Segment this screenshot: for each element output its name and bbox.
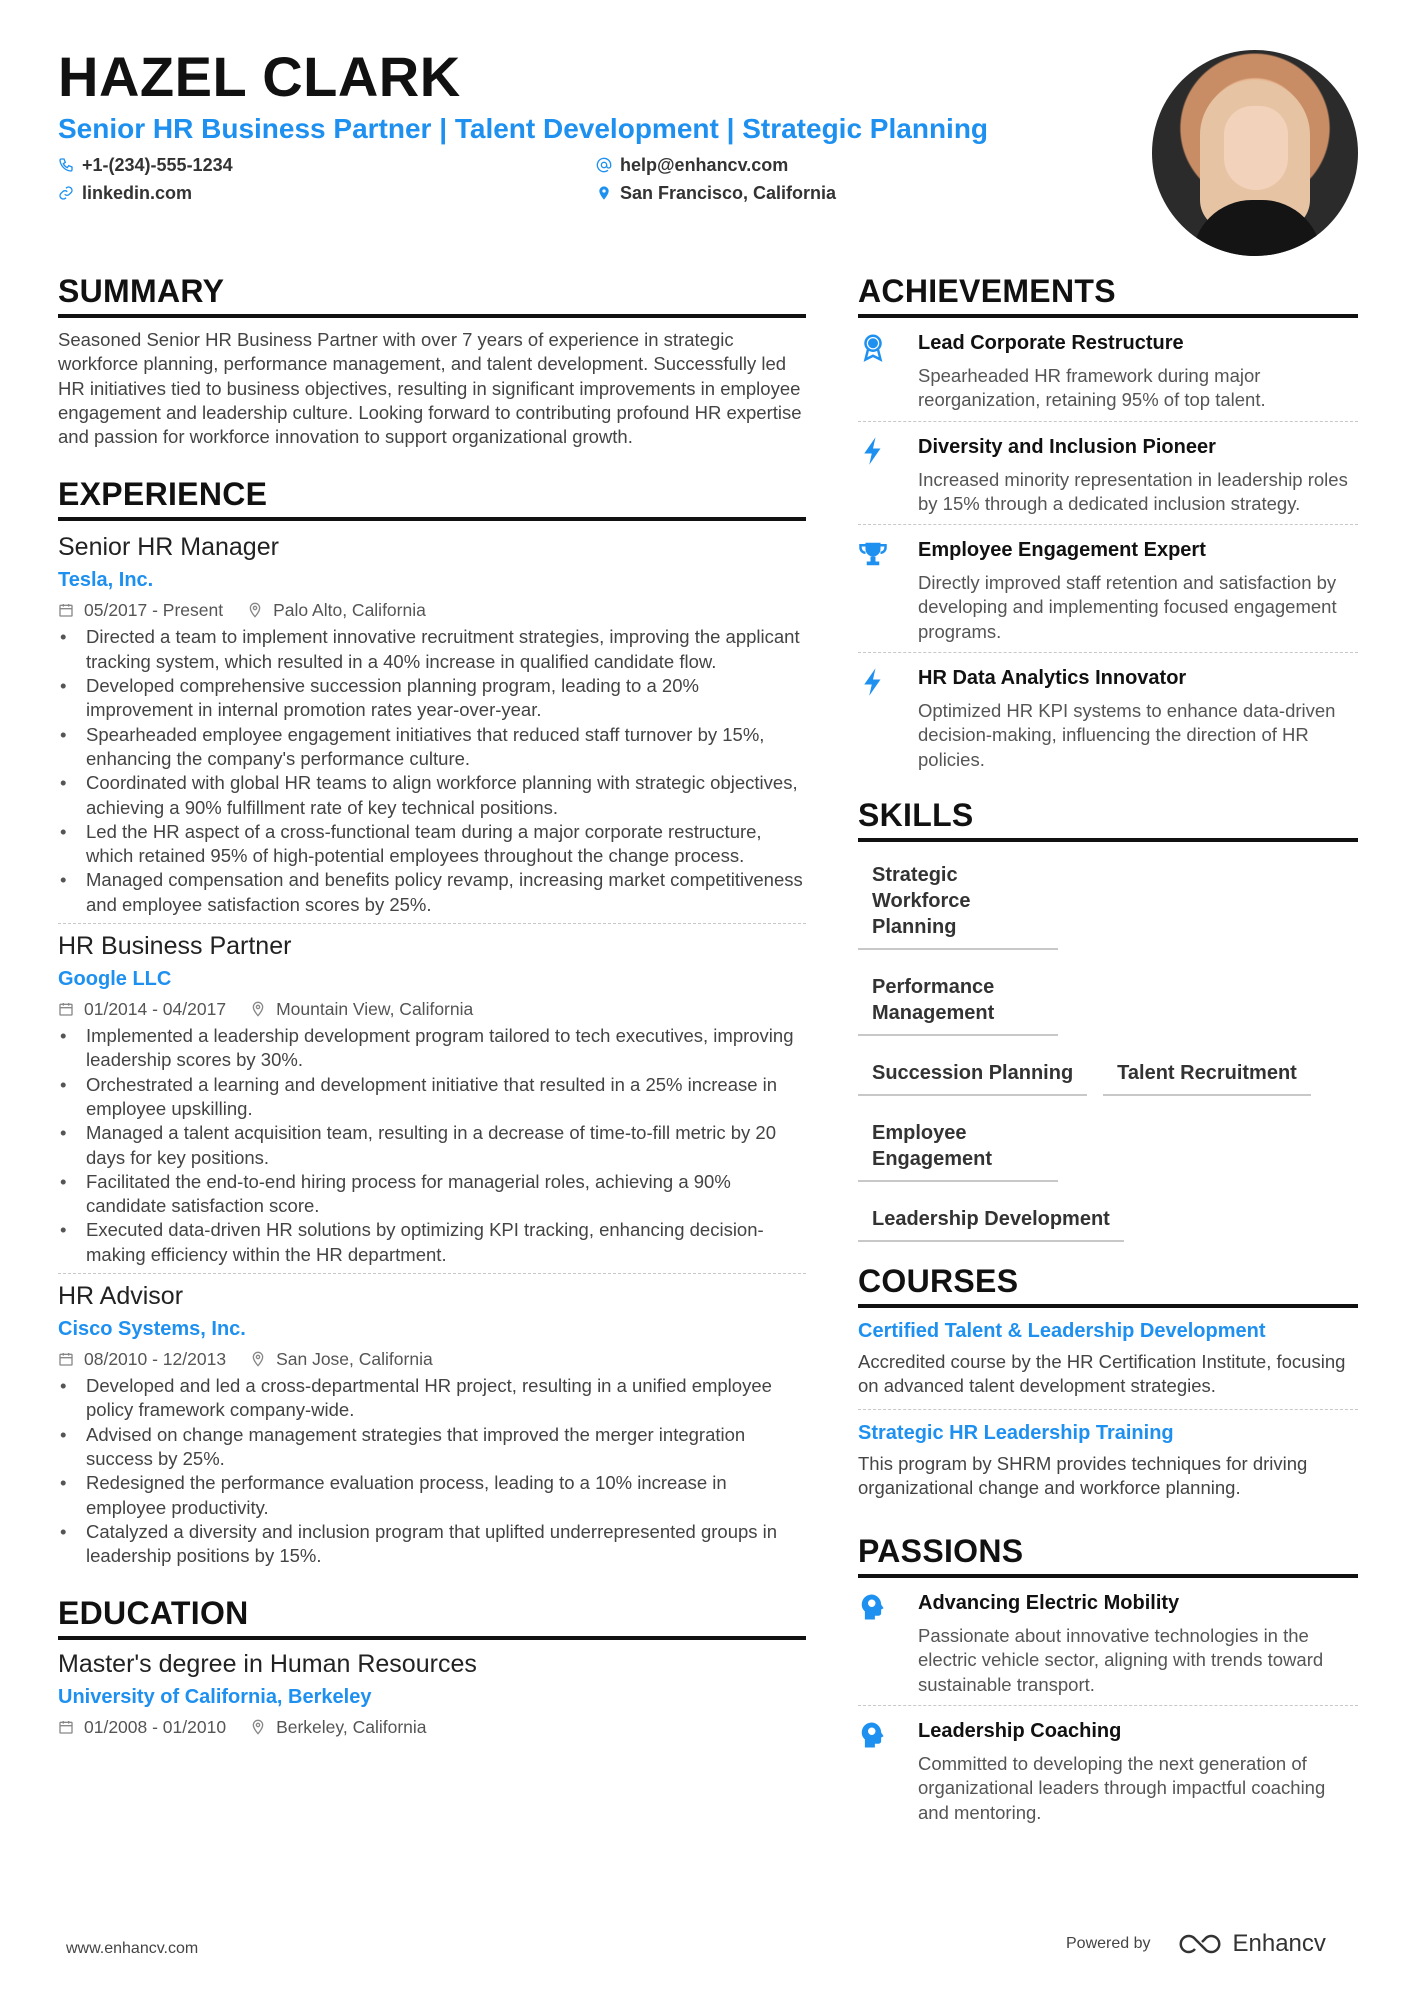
achievement-body <box>918 434 1358 517</box>
calendar-icon <box>58 1719 74 1735</box>
location-pin-icon <box>250 1351 266 1367</box>
achievement-item <box>858 422 1358 526</box>
skills-section <box>858 796 1358 1256</box>
email-text[interactable]: help@enhancv.com <box>620 154 789 175</box>
achievements-section <box>858 272 1358 780</box>
skill-tag: Performance Management <box>858 964 1058 1036</box>
phone-contact <box>58 154 596 176</box>
location-pin-icon <box>250 1719 266 1735</box>
list-item: • Developed comprehensive succession planning program, leading to a 20% improvement in internal promotion rates year-over-year. <box>58 674 806 723</box>
courses-heading: COURSES <box>858 1262 1358 1308</box>
contact-info <box>58 154 1118 204</box>
job-title: HR Business Partner <box>58 932 292 961</box>
skills-heading: SKILLS <box>858 796 1358 842</box>
footer-branding <box>1066 1930 1326 1958</box>
passion-icon-wrap <box>858 1590 918 1697</box>
skill-tag: Succession Planning <box>858 1050 1087 1096</box>
experience-section <box>58 475 806 1568</box>
passion-body <box>918 1718 1358 1825</box>
list-item: • Developed and led a cross-departmental HR project, resulting in a unified employee policy framework company-wide. <box>58 1374 806 1423</box>
course-title: Strategic HR Leadership Training <box>858 1421 1174 1444</box>
job-dates: 01/2014 - 04/2017 <box>84 998 227 1019</box>
job-title: HR Advisor <box>58 1282 184 1311</box>
achievement-desc: Spearheaded HR framework during major reorganization, retaining 95% of top talent. <box>918 365 1266 411</box>
head-bulb-icon <box>858 1592 888 1622</box>
profile-photo <box>1152 50 1358 256</box>
achievement-desc: Increased minority representation in leadership roles by 15% through a dedicated inclusion strategy. <box>918 468 1348 514</box>
summary-heading: SUMMARY <box>58 272 806 318</box>
passion-desc: Committed to developing the next generation of organizational leaders through impactful coaching and mentoring. <box>918 1753 1326 1823</box>
achievement-title: Lead Corporate Restructure <box>918 332 1184 354</box>
achievement-item <box>858 653 1358 780</box>
school-name: University of California, Berkeley <box>58 1686 372 1709</box>
courses-section <box>858 1262 1358 1510</box>
job-location-wrap <box>247 600 426 621</box>
achievement-body <box>918 330 1358 413</box>
list-item: • Directed a team to implement innovative recruitment strategies, improving the applicant tracking system, which resulted in a 40% increase in qualified candidate flow. <box>58 625 806 674</box>
passion-item <box>858 1706 1358 1833</box>
calendar-icon <box>58 602 74 618</box>
experience-heading: EXPERIENCE <box>58 475 806 521</box>
passions-section <box>858 1532 1358 1833</box>
calendar-icon <box>58 1001 74 1017</box>
job-title: Senior HR Manager <box>58 533 279 562</box>
achievement-item <box>858 318 1358 422</box>
job-dates: 08/2010 - 12/2013 <box>84 1348 227 1369</box>
achievement-icon-wrap <box>858 537 918 644</box>
skill-tag: Leadership Development <box>858 1196 1124 1242</box>
enhancv-logo-icon <box>1177 1931 1223 1957</box>
course-desc: Accredited course by the HR Certification Institute, focusing on advanced talent development strategies. <box>858 1350 1346 1397</box>
job-bullets <box>58 1374 806 1568</box>
education-location-wrap <box>250 1717 426 1738</box>
list-item: • Led the HR aspect of a cross-functional team during a major corporate restructure, which retained 95% of high-potential employees throughout the change process. <box>58 820 806 869</box>
list-item: • Orchestrated a learning and development initiative that resulted in a 25% increase in employee upskilling. <box>58 1073 806 1122</box>
job-meta <box>58 998 806 1020</box>
list-item: • Implemented a leadership development program tailored to tech executives, improving leadership scores by 30%. <box>58 1024 806 1073</box>
link-icon <box>58 185 74 201</box>
list-item: • Facilitated the end-to-end hiring process for managerial roles, achieving a 90% candidate satisfaction score. <box>58 1170 806 1219</box>
job-bullets <box>58 1024 806 1267</box>
course-item <box>858 1308 1358 1410</box>
achievement-body <box>918 537 1358 644</box>
list-item: • Spearheaded employee engagement initiatives that reduced staff turnover by 15%, enhancing the company's performance culture. <box>58 723 806 772</box>
passion-title: Advancing Electric Mobility <box>918 1592 1180 1615</box>
award-ribbon-icon <box>858 332 888 362</box>
achievement-body <box>918 665 1358 772</box>
job-meta <box>58 599 806 621</box>
passion-body <box>918 1590 1358 1697</box>
location-pin-icon <box>250 1001 266 1017</box>
achievements-heading: ACHIEVEMENTS <box>858 272 1358 318</box>
achievement-title: HR Data Analytics Innovator <box>918 667 1187 690</box>
right-column <box>858 272 1358 1833</box>
job-location: Palo Alto, California <box>273 599 426 620</box>
achievement-item <box>858 525 1358 653</box>
passion-icon-wrap <box>858 1718 918 1825</box>
at-sign-icon <box>596 157 612 173</box>
course-desc: This program by SHRM provides techniques for driving organizational change and workforce planning. <box>858 1452 1308 1498</box>
brand-name: Enhancv <box>1232 1930 1326 1957</box>
education-heading: EDUCATION <box>58 1594 806 1640</box>
achievement-icon-wrap <box>858 330 918 413</box>
list-item: • Catalyzed a diversity and inclusion program that uplifted underrepresented groups in leadership positions by 15%. <box>58 1520 806 1569</box>
passion-item <box>858 1578 1358 1706</box>
powered-by-text: Powered by <box>1066 1935 1151 1952</box>
trophy-icon <box>858 539 888 569</box>
lightning-icon <box>858 436 888 466</box>
education-section <box>58 1594 806 1738</box>
experience-entry <box>58 1274 806 1568</box>
skill-tag: Employee Engagement <box>858 1110 1058 1182</box>
footer-website[interactable]: www.enhancv.com <box>66 1940 199 1957</box>
course-title: Certified Talent & Leadership Development <box>858 1319 1266 1342</box>
course-item <box>858 1410 1358 1511</box>
achievement-desc: Directly improved staff retention and satisfaction by developing and implementing focused engagement programs. <box>918 572 1337 642</box>
degree-title: Master's degree in Human Resources <box>58 1650 477 1679</box>
list-item: • Managed a talent acquisition team, resulting in a decrease of time-to-fill metric by 20 days for key positions. <box>58 1121 806 1170</box>
education-meta <box>58 1716 806 1738</box>
location-pin-icon <box>596 185 612 201</box>
job-location-wrap <box>250 999 473 1020</box>
experience-entry <box>58 521 806 924</box>
list-item: • Executed data-driven HR solutions by optimizing KPI tracking, enhancing decision-making efficiency within the HR department. <box>58 1218 806 1267</box>
summary-text: Seasoned Senior HR Business Partner with over 7 years of experience in strategic workforce planning, performance management, and talent development. Successfully led HR initiatives tied to business objectives, resulting in significant improvements in employee engagement and leadership culture. Looking forward to contributing profound HR expertise and passion for workforce innovation to support organizational growth. <box>58 329 802 448</box>
achievement-title: Diversity and Inclusion Pioneer <box>918 435 1216 458</box>
education-dates: 01/2008 - 01/2010 <box>84 1716 227 1737</box>
job-location-wrap <box>250 1349 433 1370</box>
list-item: • Advised on change management strategies that improved the merger integration success by 25%. <box>58 1423 806 1472</box>
resume-header <box>58 44 1118 204</box>
location-text: San Francisco, California <box>620 182 837 203</box>
photo-face <box>1224 106 1288 190</box>
job-dates: 05/2017 - Present <box>84 599 224 620</box>
list-item: • Coordinated with global HR teams to align workforce planning with strategic objectives, achieving a 90% fulfillment rate of key technical positions. <box>58 771 806 820</box>
candidate-title: Senior HR Business Partner | Talent Development | Strategic Planning <box>58 113 989 144</box>
job-bullets <box>58 625 806 917</box>
linkedin-text[interactable]: linkedin.com <box>82 182 193 203</box>
job-location: Mountain View, California <box>276 998 474 1019</box>
education-entry <box>58 1640 806 1738</box>
location-pin-icon <box>247 602 263 618</box>
job-location: San Jose, California <box>276 1348 433 1369</box>
phone-icon <box>58 157 74 173</box>
phone-text: +1-(234)-555-1234 <box>82 154 233 175</box>
head-bulb-icon <box>858 1720 888 1750</box>
achievement-icon-wrap <box>858 665 918 772</box>
list-item: • Managed compensation and benefits policy revamp, increasing market competitiveness and employee satisfaction scores by 25%. <box>58 868 806 917</box>
passion-desc: Passionate about innovative technologies in the electric vehicle sector, aligning with trends toward sustainable transport. <box>918 1625 1324 1695</box>
email-contact[interactable] <box>596 154 996 176</box>
passions-heading: PASSIONS <box>858 1532 1358 1578</box>
calendar-icon <box>58 1351 74 1367</box>
job-meta <box>58 1348 806 1370</box>
lightning-icon <box>858 667 888 697</box>
achievement-icon-wrap <box>858 434 918 517</box>
location-contact <box>596 182 996 204</box>
skill-tag: Strategic Workforce Planning <box>858 852 1058 950</box>
experience-entry <box>58 924 806 1274</box>
passion-title: Leadership Coaching <box>918 1720 1122 1743</box>
left-column <box>58 272 806 1738</box>
job-company: Tesla, Inc. <box>58 569 154 592</box>
achievement-desc: Optimized HR KPI systems to enhance data-driven decision-making, influencing the direction of HR policies. <box>918 700 1336 770</box>
skill-tag: Talent Recruitment <box>1103 1050 1311 1096</box>
job-company: Cisco Systems, Inc. <box>58 1318 246 1341</box>
brand-logo[interactable] <box>1177 1930 1326 1958</box>
achievement-title: Employee Engagement Expert <box>918 539 1206 562</box>
skills-list <box>858 842 1358 1256</box>
job-company: Google LLC <box>58 968 172 991</box>
linkedin-contact[interactable] <box>58 182 596 204</box>
education-location: Berkeley, California <box>276 1716 427 1737</box>
candidate-name: HAZEL CLARK <box>58 45 461 108</box>
list-item: • Redesigned the performance evaluation process, leading to a 10% increase in employee productivity. <box>58 1471 806 1520</box>
summary-section <box>58 272 806 449</box>
